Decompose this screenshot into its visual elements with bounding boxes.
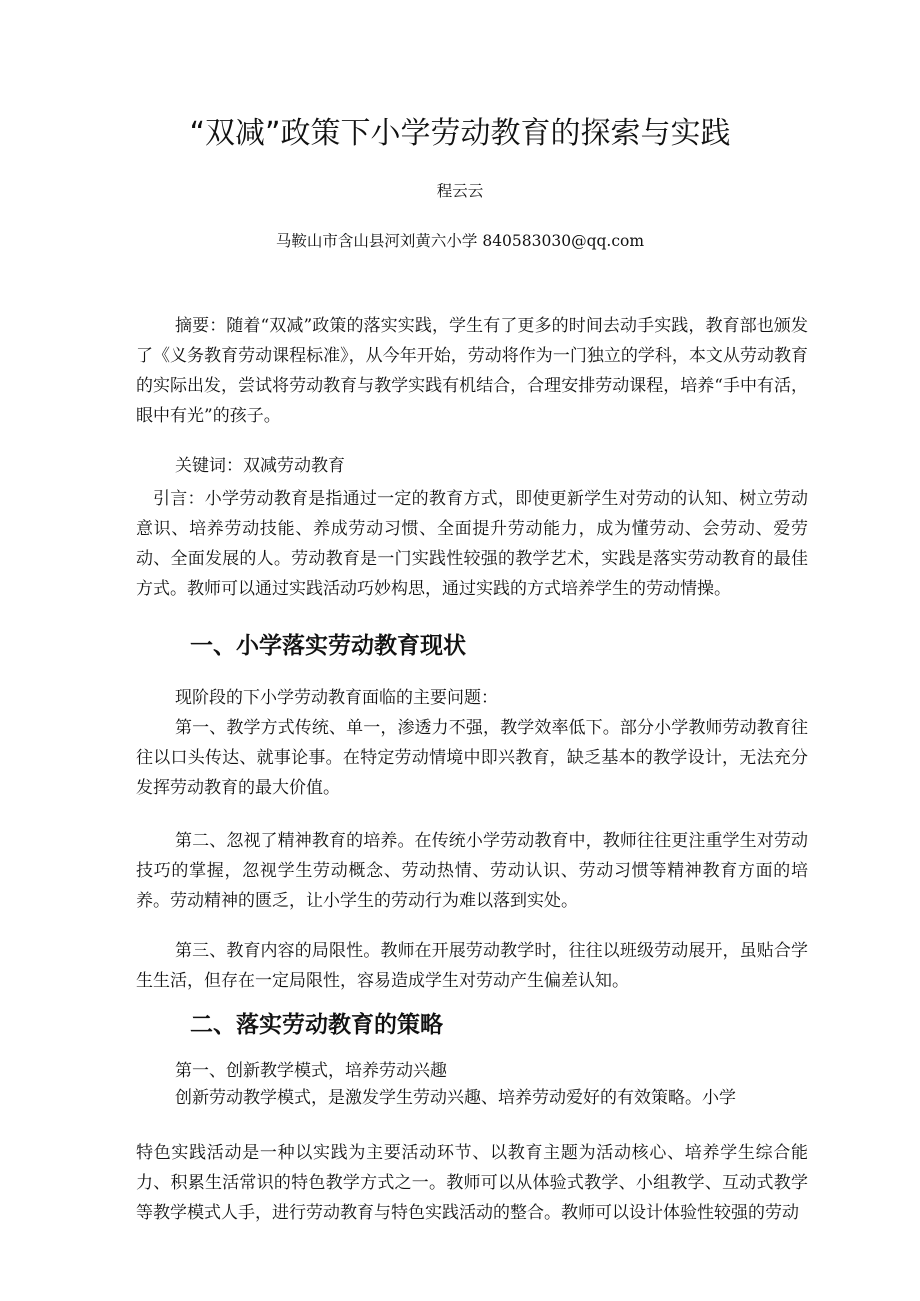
- abstract-paragraph: 摘要：随着“双减”政策的落实实践，学生有了更多的时间去动手实践，教育部也颁发了《义务教育劳动课程标准》，从今年开始，劳动将作为一门独立的学科，本文从劳动教育的实际出发，尝试将劳动教育与教学实践有机结合，合理安排劳动课程，培养“手中有活，眼中有光”的孩子。: [136, 316, 808, 426]
- section-2-paragraph-1-continued: 特色实践活动是一种以实践为主要活动环节、以教育主题为活动核心、培养学生综合能力、积累生活常识的特色教学方式之一。教师可以从体验式教学、小组教学、互动式教学等教学模式人手，进行劳动教育与特色实践活动的整合。教师可以设计体验性较强的劳动: [136, 1143, 808, 1223]
- section-1-paragraph-2: 第二、忽视了精神教育的培养。在传统小学劳动教育中，教师往往更注重学生对劳动技巧的掌握，忽视学生劳动概念、劳动热情、劳动认识、劳动习惯等精神教育方面的培养。劳动精神的匮乏，让小学生的劳动行为难以落到实处。: [136, 831, 808, 911]
- author-affiliation: 马鞍山市含山县河刘黄六小学 840583030@qq.com: [275, 232, 645, 250]
- section-2-heading: 二、落实劳动教育的策略: [190, 1012, 443, 1038]
- section-1-paragraph-3: 第三、教育内容的局限性。教师在开展劳动教学时，往往以班级劳动展开，虽贴合学生生活，但存在一定局限性，容易造成学生对劳动产生偏差认知。: [136, 941, 808, 991]
- section-1-paragraph-1: 第一、教学方式传统、单一，渗透力不强，教学效率低下。部分小学教师劳动教育往往以口头传达、就事论事。在特定劳动情境中即兴教育，缺乏基本的教学设计，无法充分发挥劳动教育的最大价值。: [136, 718, 808, 798]
- document-title: “双减”政策下小学劳动教育的探索与实践: [189, 116, 731, 151]
- intro-paragraph: 引言：小学劳动教育是指通过一定的教育方式，即使更新学生对劳动的认知、树立劳动意识、培养劳动技能、养成劳动习惯、全面提升劳动能力，成为懂劳动、会劳动、爱劳动、全面发展的人。劳动教育是一门实践性较强的教学艺术，实践是落实劳动教育的最佳方式。教师可以通过实践活动巧妙构思，通过实践的方式培养学生的劳动情操。: [136, 489, 808, 599]
- section-1-heading: 一、小学落实劳动教育现状: [190, 633, 466, 659]
- keywords-line: 关键词：双减劳动教育: [175, 456, 345, 476]
- author-name: 程云云: [436, 182, 484, 200]
- section-2-paragraph-1-start: 创新劳动教学模式，是激发学生劳动兴趣、培养劳动爱好的有效策略。小学: [175, 1088, 736, 1108]
- section-1-lead: 现阶段的下小学劳动教育面临的主要问题：: [175, 688, 498, 708]
- section-2-subheading-1: 第一、创新教学模式，培养劳动兴趣: [175, 1061, 447, 1081]
